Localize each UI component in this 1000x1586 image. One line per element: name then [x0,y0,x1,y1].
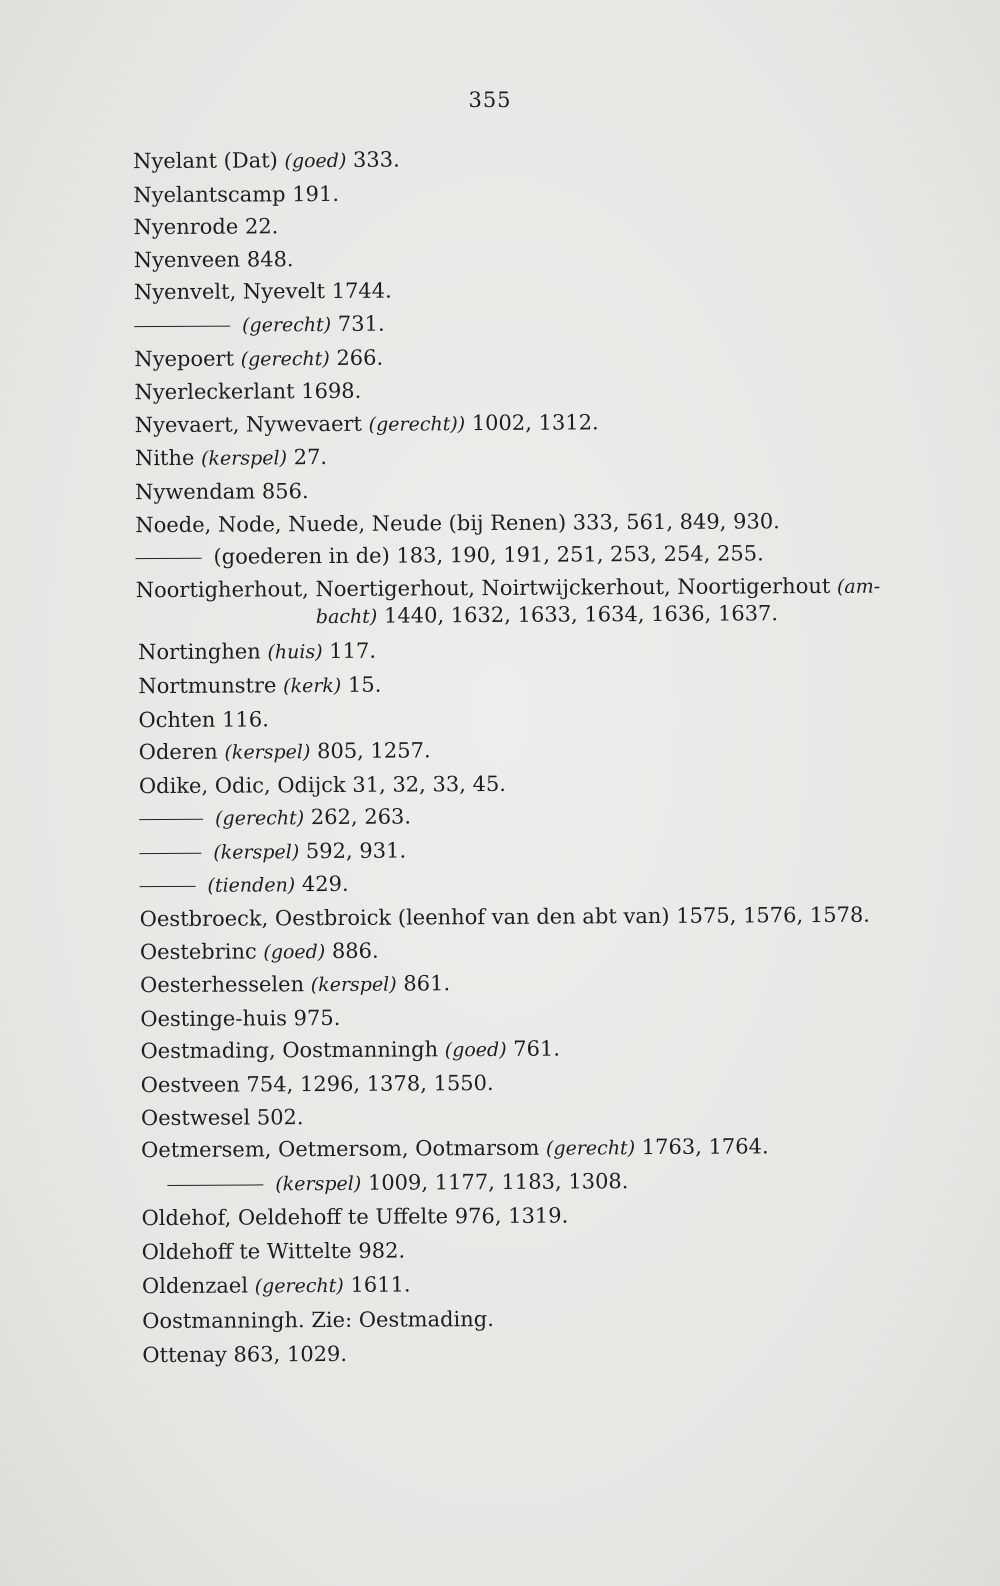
index-entry [133,206,1000,244]
index-entry [138,698,1000,736]
index-entry [135,536,1000,574]
entry-text: Nyepoert [134,346,241,371]
index-entry [141,1064,1000,1102]
entry-text: Oestebrinc [139,939,264,964]
index-entry [139,831,1000,870]
entry-text: Oldenzael [141,1273,255,1299]
index-entry [134,239,1000,277]
entry-qualifier: (am- [836,575,881,598]
entry-text: Nortmunstre [138,673,284,699]
index-entry [142,1230,1000,1269]
entry-references: 1440, 1632, 1633, 1634, 1636, 1637. [377,601,779,629]
entry-text: Ottenay 863, 1029. [142,1342,348,1368]
entry-text: Nyevaert, Nywevaert [134,411,369,437]
index-entry [134,371,1000,409]
entry-text: (goederen in de) 183, 190, 191, 251, 253, 254, 255. [213,541,764,569]
entry-text: Oetmersem, Oetmersom, Ootmarsom [141,1135,547,1163]
entry-references: 333. [346,147,400,172]
entry-references: 731. [331,311,385,336]
entry-qualifier: (gerecht) [240,347,330,371]
entry-qualifier: (kerspel) [201,447,288,471]
entry-text: Oestinge-huis 975. [140,1005,341,1032]
index-entry [139,864,1000,903]
entry-text: Nortinghen [138,639,268,665]
index-entry [139,731,1000,770]
index-entries [0,140,1000,1373]
entry-qualifier: (huis) [267,641,323,664]
entry-text: Nywendam 856. [135,479,309,505]
index-entry [141,1196,1000,1235]
entry-qualifier: (kerspel) [213,841,300,864]
entry-qualifier: (gerecht) [545,1137,636,1160]
index-entry [134,337,1000,376]
page-number: 355 [468,88,512,112]
entry-text: Oestwesel 502. [140,1104,304,1130]
entry-text: Oestmading, Oostmanningh [140,1037,445,1064]
entry-text: Nithe [134,446,202,471]
index-entry [140,898,1000,936]
entry-references: 592, 931. [299,838,407,864]
entry-references: 761. [506,1037,561,1062]
entry-references: 429. [295,872,349,897]
index-entry [138,631,1000,670]
entry-text: Noede, Node, Nuede, Neude (bij Renen) 333, 561, 849, 930. [135,508,780,537]
index-entry [135,471,1000,509]
entry-references: 1009, 1177, 1183, 1308. [361,1168,629,1195]
entry-references: 861. [396,971,451,996]
entry-text: Oostmanningh. Zie: Oestmading. [142,1307,494,1334]
index-entry [133,173,1000,211]
index-entry [167,1163,1000,1202]
repeat-dash [139,853,201,854]
index-entry [139,797,1000,836]
entry-references: 1002, 1312. [465,410,599,435]
entry-qualifier: (kerspel) [275,1172,362,1196]
index-entry [140,998,1000,1036]
entry-qualifier: (goed) [284,149,347,173]
entry-text: Oesterhesselen [140,972,311,998]
entry-references: 27. [286,445,328,470]
index-entry [135,437,1000,476]
repeat-dash [136,558,202,559]
index-entry [140,964,1000,1003]
entry-qualifier: (goed) [263,940,326,964]
entry-text: Oldehof, Oeldehoff te Uffelte 976, 1319. [141,1203,569,1231]
entry-references: 117. [322,639,377,664]
entry-text: Nyenrode 22. [133,214,279,240]
entry-references: 262, 263. [304,804,412,830]
index-entry [134,271,1000,309]
entry-references: 15. [341,672,382,697]
entry-text: Odike, Odic, Odijck 31, 32, 33, 45. [138,771,507,798]
entry-text: Nyelant (Dat) [133,148,285,174]
entry-qualifier: (kerk) [283,674,342,698]
entry-text: Oestbroeck, Oestbroick (leenhof van den abt van) 1575, 1576, 1578. [139,902,871,932]
index-entry [135,503,1000,541]
entry-references: 1763, 1764. [634,1134,769,1160]
entry-qualifier: (kerspel) [310,973,397,997]
entry-text: Noortigherhout, Noertigerhout, Noirtwijckerhout, Noortigerhout [135,573,838,602]
entry-qualifier: (kerspel) [224,741,311,764]
index-entry [138,665,1000,704]
entry-qualifier: (tienden) [207,874,296,898]
entry-references: 266. [329,345,384,370]
repeat-dash [140,886,196,887]
entry-references: 805, 1257. [310,738,431,764]
index-entry [141,1096,1000,1134]
repeat-dash [134,326,230,328]
entry-text: Nyenvelt, Nyevelt 1744. [133,278,392,305]
entry-text: Oldehoff te Wittelte 982. [141,1238,406,1265]
entry-text: Ochten 116. [138,706,269,732]
entry-qualifier: (goed) [444,1039,507,1062]
index-entry [135,404,1000,443]
entry-references: 1611. [343,1272,411,1298]
entry-references: 886. [325,938,379,963]
repeat-dash [167,1184,263,1186]
index-entry [142,1299,1000,1338]
entry-text: Oderen [138,739,225,765]
entry-text: Nyelantscamp 191. [133,181,340,207]
index-entry-continuation [316,598,1000,631]
entry-text: Nyerleckerlant 1698. [134,378,362,405]
index-entry [140,1030,1000,1069]
entry-qualifier: (gerecht) [215,807,305,830]
entry-qualifier: (gerecht) [254,1275,344,1298]
index-entry [133,140,1000,179]
index-entry [142,1333,1000,1372]
index-entry [139,765,1000,803]
index-entry [140,931,1000,970]
entry-qualifier: bacht) [315,606,378,629]
entry-qualifier: (gerecht)) [368,412,466,436]
index-entry [141,1129,1000,1168]
repeat-dash [139,819,203,820]
entry-qualifier: (gerecht) [242,313,332,337]
entry-text: Nyenveen 848. [133,246,294,272]
index-entry [142,1264,1000,1304]
entry-text: Oestveen 754, 1296, 1378, 1550. [140,1071,494,1098]
index-entry [134,304,1000,343]
